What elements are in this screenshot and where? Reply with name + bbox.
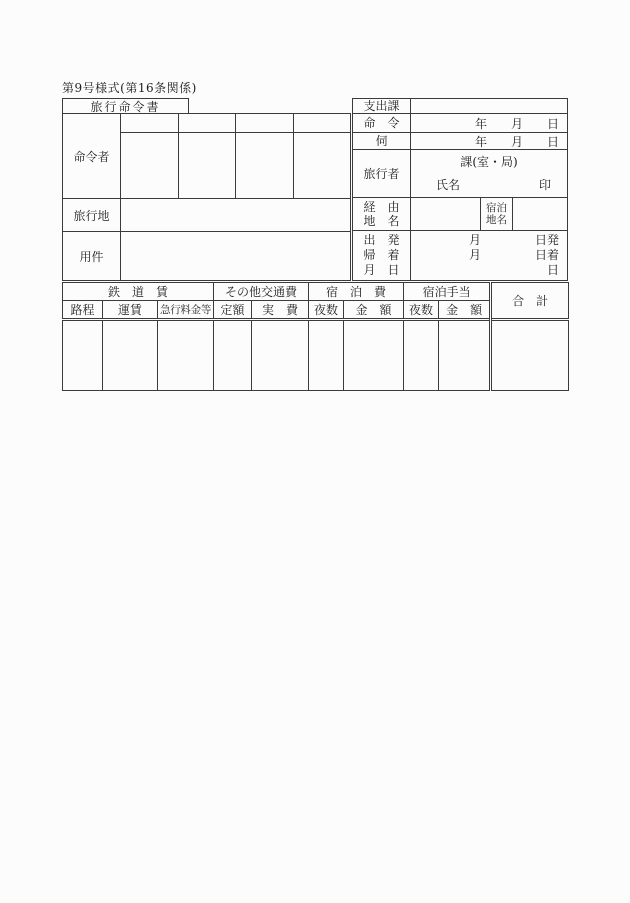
fixed-amount-cell [214,320,252,391]
commander-section-table [62,113,351,281]
form-title-tab [62,98,189,113]
days-label: 日 [546,263,559,277]
lodging-place-label-cell [481,198,513,230]
traveler-field [411,150,567,197]
commander-row [63,114,350,199]
traveler-label-cell [353,150,411,197]
traveler-division-label: 課(室・局) [460,155,518,169]
order-month-label: 月 [510,116,523,131]
commander-title-cell [121,114,178,133]
nights-column-header: 夜数 [404,301,439,320]
commander-seal-cell [294,133,351,198]
nights-column-header: 夜数 [309,301,344,320]
amount-column-header: 金 額 [439,301,491,320]
actual-cost-cell [252,320,309,391]
lodging-cost-group-header: 宿 泊 費 [309,283,404,301]
destination-row [63,199,350,232]
nights-cell [309,320,344,391]
schedule-label-line1: 出 発 [363,233,400,247]
total-header: 合 計 [491,283,569,320]
commander-signature-column [179,114,237,198]
express-charge-cell [158,320,214,391]
commander-seal-cell [121,133,178,198]
traveler-name-label: 氏名 [436,178,461,192]
inquiry-date-field [411,133,567,149]
other-transport-group-header: その他交通費 [214,283,309,301]
order-label-cell [353,114,411,132]
expenditure-section-label: 支出課 [363,99,400,113]
lodging-place-field [513,198,567,230]
inquiry-day-label: 日 [546,134,559,149]
actual-cost-column-header: 実 費 [252,301,309,320]
form-number: 第9号様式(第16条関係) [62,81,197,95]
amount-column-header: 金 額 [344,301,404,320]
days-line [411,263,567,278]
traveler-seal-label: 印 [538,178,551,192]
distance-cell [63,320,103,391]
order-date-row [353,114,567,133]
express-charge-column-header: 急行料金等 [158,301,214,320]
rail-fare-group-header: 鉄 道 賃 [63,283,214,301]
schedule-row [353,231,567,280]
fixed-amount-column-header: 定額 [214,301,252,320]
inquiry-date-row [353,133,567,150]
amount-cell [344,320,404,391]
schedule-label-line3: 月 日 [363,263,400,277]
inquiry-label: 伺 [375,134,388,148]
cost-group-header-row [63,283,569,301]
traveler-name-line [411,176,567,197]
commander-label-cell [63,114,121,198]
purpose-field [121,232,350,280]
via-place-label-cell [353,198,411,230]
commander-signature-columns [121,114,350,198]
purpose-row [63,232,350,280]
schedule-field [411,231,567,280]
inquiry-label-cell [353,133,411,149]
commander-seal-cell [179,133,236,198]
fare-cell [103,320,158,391]
lodging-place-label-line1: 宿泊 [486,202,507,214]
purpose-label-cell [63,232,121,280]
purpose-label: 用件 [79,249,104,264]
order-date-field [411,114,567,132]
via-place-label-line2: 地 名 [363,214,400,228]
commander-title-cell [294,114,351,133]
destination-label-cell [63,199,121,231]
amount-cell [439,320,491,391]
schedule-label-cell [353,231,411,280]
expenditure-section-label-cell [353,99,411,113]
order-day-label: 日 [546,116,559,131]
via-place-field [411,198,481,230]
cost-entry-row [63,320,569,391]
destination-label: 旅行地 [73,208,110,223]
departure-date-line [411,233,567,248]
via-place-label-line1: 経 由 [363,200,400,214]
schedule-label-line2: 帰 着 [363,248,400,262]
commander-signature-column [294,114,351,198]
return-month-label: 月 [468,248,481,262]
commander-title-cell [236,114,293,133]
lodging-place-label-line2: 地名 [486,214,507,226]
commander-seal-cell [236,133,293,198]
inquiry-month-label: 月 [510,134,523,149]
order-year-label: 年 [474,116,487,131]
commander-signature-column [121,114,179,198]
form-title: 旅行命令書 [90,99,161,114]
fare-column-header: 運賃 [103,301,158,320]
order-label: 命 令 [363,116,400,130]
commander-label: 命令者 [73,149,110,164]
approval-section-table [352,98,568,281]
departure-day-label: 日発 [534,233,559,247]
distance-column-header: 路程 [63,301,103,320]
commander-signature-column [236,114,294,198]
cost-table [62,282,569,391]
traveler-row [353,150,567,198]
via-place-row [353,198,567,231]
destination-field [121,199,350,231]
return-date-line [411,248,567,263]
total-cell [491,320,569,391]
traveler-label: 旅行者 [363,166,400,181]
inquiry-year-label: 年 [474,134,487,149]
lodging-allowance-group-header: 宿泊手当 [404,283,491,301]
return-day-label: 日着 [534,248,559,262]
departure-month-label: 月 [468,233,481,247]
nights-cell [404,320,439,391]
commander-title-cell [179,114,236,133]
expenditure-section-field [411,99,567,113]
expenditure-section-row [353,99,567,114]
